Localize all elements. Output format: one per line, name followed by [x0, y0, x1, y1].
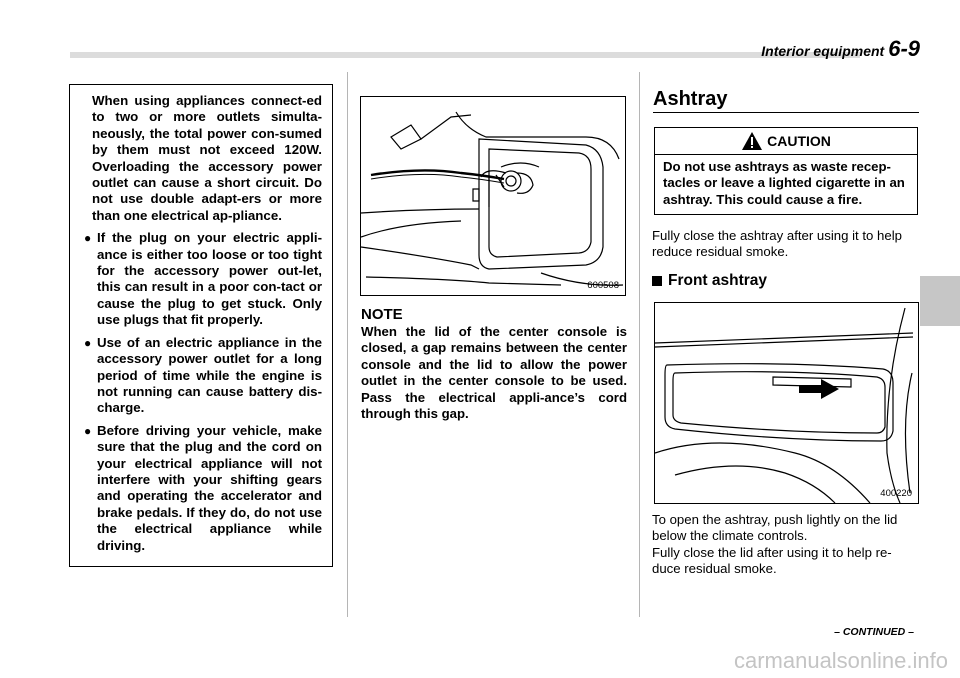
bullet-icon: ● [84, 231, 92, 246]
continued-label: – CONTINUED – [834, 626, 914, 638]
warning-triangle-icon [741, 131, 763, 151]
column-divider [639, 72, 640, 617]
watermark: carmanualsonline.info [733, 648, 948, 673]
bullet-icon: ● [84, 423, 92, 438]
warning-box [69, 84, 333, 567]
warning-bullet [84, 423, 322, 554]
heading-rule [653, 112, 919, 113]
front-ashtray-figure [654, 302, 919, 504]
page-header [761, 36, 920, 62]
front-ashtray-title: Front ashtray [668, 272, 768, 289]
figure-code: 400220 [880, 488, 912, 499]
page-number: 6-9 [888, 36, 920, 61]
column-divider [347, 72, 348, 617]
warning-bullet-text: If the plug on your electric appli-ance is either too loose or too tight for the accessory power out-let, this can result in a poor con-tact or cause the plug to get stuck. Only use plugs that fit properly. [97, 230, 322, 328]
warning-bullet-text: Before driving your vehicle, make sure that the plug and the cord on your electrical appliance will not interfere with your shifting gears and operating the accelerator and brake pedals. If they do, do not use the electrical appliance while driving. [97, 422, 322, 553]
front-ashtray-heading [652, 272, 767, 290]
caution-header [654, 127, 918, 155]
caution-text: Do not use ashtrays as waste recep-tacles or leave a lighted cigarette in an ashtray. This could cause a fire. [654, 155, 918, 215]
note-body: When the lid of the center console is closed, a gap remains between the center console and the lid to allow the power outlet in the center console to be used. Pass the electrical appli-ance’s cord through this gap. [361, 324, 627, 422]
ashtray-paragraph: Fully close the ashtray after using it to help reduce residual smoke. [652, 228, 902, 260]
warning-bullet [84, 230, 322, 328]
header-bar [70, 52, 860, 58]
ashtray-paragraph: Fully close the lid after using it to help re-duce residual smoke. [652, 545, 892, 577]
section-title: Interior equipment [761, 43, 885, 59]
warning-intro: When using appliances connect-ed to two or more outlets simulta-neously, the total power con-sumed by them must not exceed 120W. Overloading the accessory power outlet can cause a short circuit. Do not use double adapt-ers or more than one electrical ap-pliance. [92, 93, 322, 223]
chapter-tab [920, 276, 960, 326]
console-outlet-illustration [361, 97, 625, 295]
ashtray-paragraph: To open the ashtray, push lightly on the lid below the climate controls. [652, 512, 898, 544]
figure-code: 600508 [587, 280, 619, 291]
bullet-icon: ● [84, 335, 92, 350]
ashtray-heading: Ashtray [653, 88, 728, 110]
front-ashtray-illustration [655, 303, 918, 503]
note-heading: NOTE [361, 306, 403, 323]
caution-label: CAUTION [767, 133, 831, 149]
warning-bullet-text: Use of an electric appliance in the accessory power outlet for a long period of time while the engine is not running can cause battery dis-charge. [97, 334, 322, 416]
console-outlet-figure [360, 96, 626, 296]
warning-bullet [84, 335, 322, 417]
square-bullet-icon [652, 276, 662, 286]
